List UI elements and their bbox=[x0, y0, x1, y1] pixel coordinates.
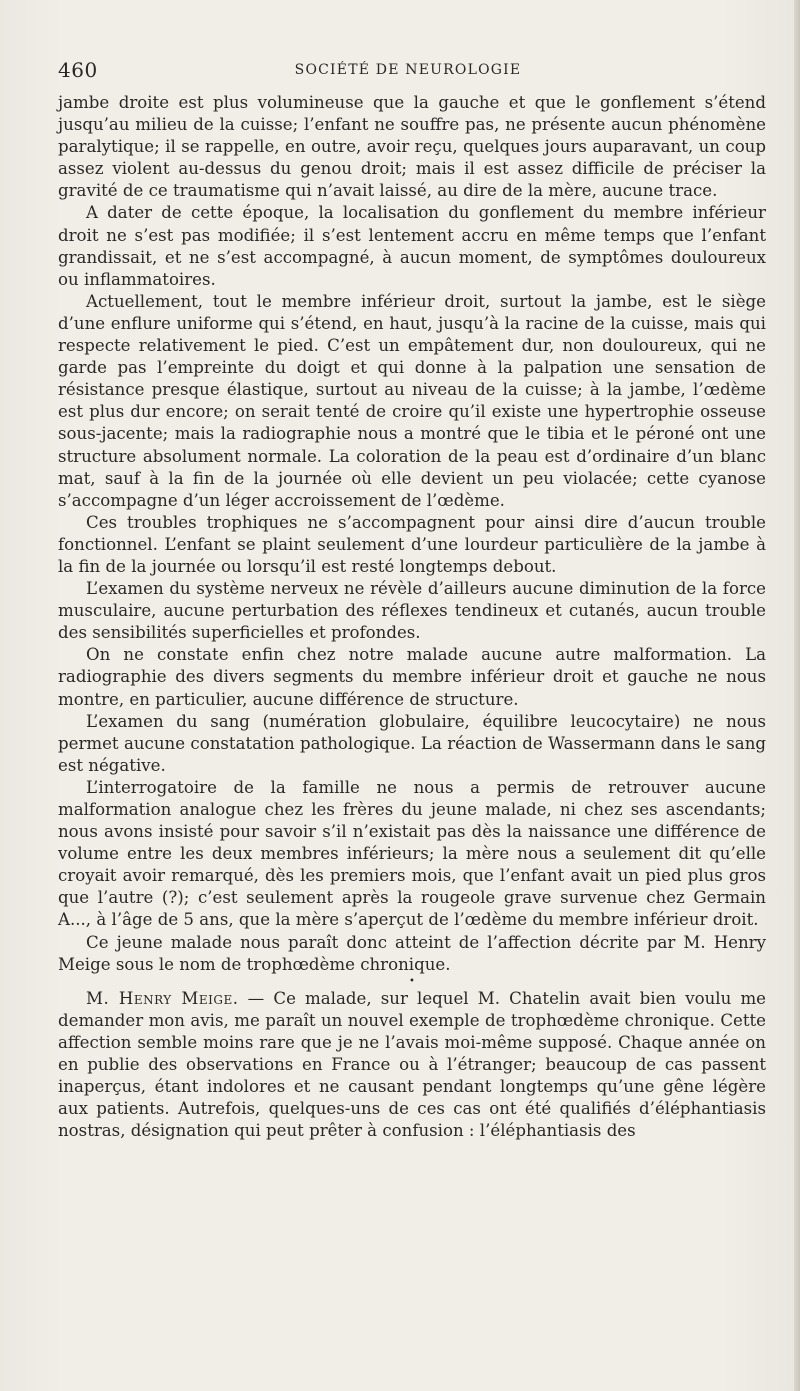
paragraph: L’examen du sang (numération globulaire, équilibre leucocytaire) ne nous permet aucune constatation pathologique. La réaction de Wassermann dans le sang est négative. bbox=[58, 711, 766, 775]
discussion-text: — Ce malade, sur lequel M. Chatelin avait bien voulu me demander mon avis, me paraît un nouvel exemple de trophœdème chronique. Cette affection semble moins rare que je ne l’avais moi-même supposé. Chaque année on en publie des observations en France ou à l’étranger; beaucoup de cas passent inaperçus, étant indolores et ne causant pendant longtemps qu’une gêne légère aux patients. Autrefois, quelques-uns de ces cas ont été qualifiés d’éléphantiasis nostras, désignation qui peut prêter à confusion : l’éléphantiasis des bbox=[58, 988, 766, 1141]
paragraph: L’examen du système nerveux ne révèle d’ailleurs aucune diminution de la force musculaire, aucune perturbation des réflexes tendineux et cutanés, aucun trouble des sensibilités superficielles et profondes. bbox=[58, 579, 766, 643]
paragraph: Ces troubles trophiques ne s’accompagnent pour ainsi dire d’aucun trouble fonctionnel. L’enfant se plaint seulement d’une lourdeur particulière de la jambe à la fin de la journée ou lorsqu’il est resté longtemps debout. bbox=[58, 512, 766, 576]
page-edge-shadow bbox=[794, 0, 800, 1391]
paragraph: On ne constate enfin chez notre malade aucune autre malformation. La radiographie des divers segments du membre inférieur droit et gauche ne nous montre, en particulier, aucune différence de structure. bbox=[58, 645, 766, 709]
paragraph: Ce jeune malade nous paraît donc atteint de l’affection décrite par M. Henry Meige sous le nom de trophœdème chronique. bbox=[58, 932, 766, 974]
running-head: SOCIÉTÉ DE NEUROLOGIE bbox=[294, 62, 522, 78]
body-text bbox=[58, 92, 766, 1142]
page-number: 460 bbox=[58, 58, 98, 82]
discussion-author: M. Henry Meige. bbox=[86, 988, 239, 1008]
paragraph: A dater de cette époque, la localisation du gonflement du membre inférieur droit ne s’est pas modifiée; il s’est lentement accru en même temps que l’enfant grandissait, et ne s’est accompagné, à aucun moment, de symptômes douloureux ou inflammatoires. bbox=[58, 203, 766, 289]
paragraph: jambe droite est plus volumineuse que la gauche et que le gonflement s’étend jusqu’au milieu de la cuisse; l’enfant ne souffre pas, ne présente aucun phénomène paralytique; il se rappelle, en outre, avoir reçu, quelques jours auparavant, un coup assez violent au-dessus du genou droit; mais il est assez difficile de préciser la gravité de ce traumatisme qui n’avait laissé, au dire de la mère, aucune trace. bbox=[58, 93, 766, 201]
discussion-paragraph bbox=[58, 988, 766, 1143]
section-separator: • bbox=[409, 975, 415, 987]
paragraph: Actuellement, tout le membre inférieur droit, surtout la jambe, est le siège d’une enflure uniforme qui s’étend, en haut, jusqu’à la racine de la cuisse, mais qui respecte relativement le pied. C’est un empâtement dur, non douloureux, qui ne garde pas l’empreinte du doigt et qui donne à la palpation une sensation de résistance presque élastique, surtout au niveau de la cuisse; à la jambe, l’œdème est plus dur encore; on serait tenté de croire qu’il existe une hypertrophie osseuse sous-jacente; mais la radiographie nous a montré que le tibia et le péroné ont une structure absolument normale. La coloration de la peau est d’ordinaire d’un blanc mat, sauf à la fin de la journée où elle devient un peu violacée; cette cyanose s’accompagne d’un léger accroissement de l’œdème. bbox=[58, 291, 766, 510]
paragraph: L’interrogatoire de la famille ne nous a permis de retrouver aucune malformation analogue chez les frères du jeune malade, ni chez ses ascendants; nous avons insisté pour savoir s’il n’existait pas dès la naissance une différence de volume entre les deux membres inférieurs; la mère nous a seulement dit qu’elle croyait avoir remarqué, dès les premiers mois, que l’enfant avait un pied plus gros que l’autre (?); c’est seulement après la rougeole grave survenue chez Germain A..., à l’âge de 5 ans, que la mère s’aperçut de l’œdème du membre inférieur droit. bbox=[58, 777, 766, 930]
page-header bbox=[58, 58, 758, 88]
